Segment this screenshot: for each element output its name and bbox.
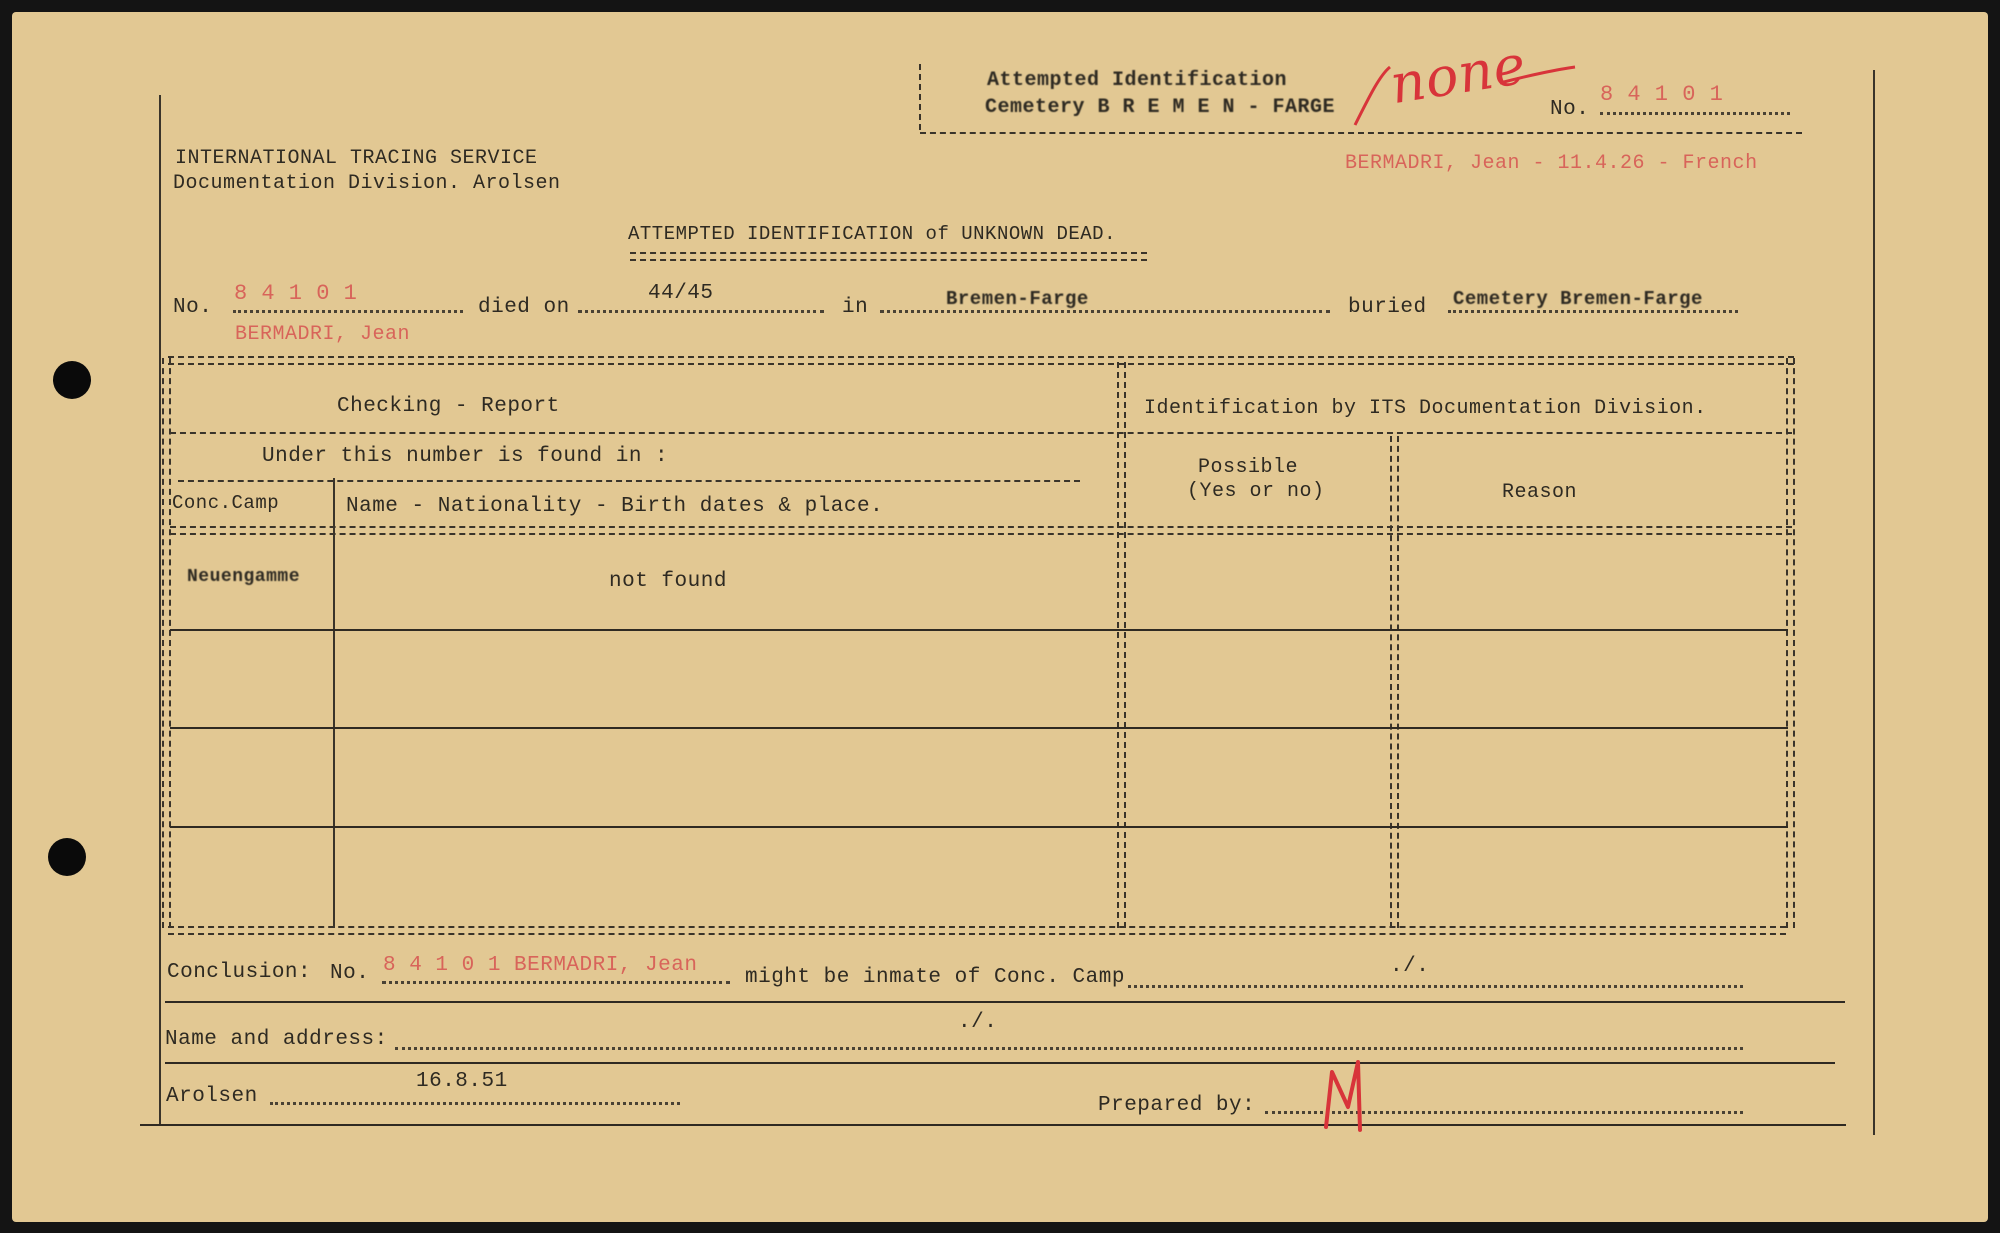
row-rule-1 (170, 629, 1788, 631)
conclusion-no-dots (382, 981, 730, 984)
record-no-dots (233, 310, 463, 313)
died-on-dots (578, 310, 824, 313)
column-reason: Reason (1502, 481, 1578, 504)
column-header-rule (170, 526, 1792, 535)
table-possible-reason-rule (1390, 436, 1399, 928)
in-value: Bremen-Farge (946, 288, 1089, 310)
record-no-value: 8 4 1 0 1 (234, 281, 358, 306)
name-address-value: ./. (958, 1011, 998, 1034)
header-box-annotation: none (1385, 32, 1531, 117)
row-rule-3 (170, 826, 1788, 828)
annotation-flourish (1350, 55, 1580, 135)
left-border-line (159, 95, 161, 1125)
organization-name: INTERNATIONAL TRACING SERVICE (175, 147, 538, 170)
punch-hole-top (53, 361, 91, 399)
found-in-underline (178, 480, 1080, 482)
conclusion-no-label: No. (330, 962, 370, 985)
table-bottom-rule (168, 926, 1786, 935)
buried-value: Cemetery Bremen-Farge (1453, 288, 1703, 310)
died-on-label: died on (478, 296, 570, 319)
conclusion-middle-text: might be inmate of Conc. Camp (745, 966, 1125, 989)
column-conc-camp: Conc.Camp (172, 492, 280, 514)
died-on-value: 44/45 (648, 282, 714, 305)
person-summary: BERMADRI, Jean - 11.4.26 - French (1345, 152, 1758, 175)
header-box-title-1: Attempted Identification (987, 69, 1288, 92)
table-row-1-conc-camp: Neuengamme (187, 567, 301, 587)
conclusion-rule (165, 1001, 1845, 1003)
column-name-details: Name - Nationality - Birth dates & place. (346, 495, 884, 518)
identification-header: Identification by ITS Documentation Division. (1144, 397, 1707, 420)
footer-date-dots (270, 1102, 680, 1105)
column-possible-2: (Yes or no) (1187, 480, 1325, 503)
right-border-line (1873, 70, 1875, 1135)
table-top-rule (168, 356, 1794, 365)
form-title: ATTEMPTED IDENTIFICATION of UNKNOWN DEAD. (628, 223, 1116, 245)
conclusion-camp-dots (1128, 985, 1743, 988)
header-box-left-edge (919, 64, 921, 130)
conclusion-camp-value: ./. (1390, 955, 1430, 978)
buried-label: buried (1348, 296, 1427, 319)
in-label: in (842, 296, 869, 319)
organization-division: Documentation Division. Arolsen (173, 172, 561, 195)
table-row-1-name-details: not found (609, 570, 727, 593)
bottom-border-line (140, 1124, 1846, 1126)
row-rule-2 (170, 727, 1788, 729)
prepared-by-label: Prepared by: (1098, 1094, 1256, 1117)
footer-place-label: Arolsen (166, 1085, 258, 1108)
conclusion-label: Conclusion: (167, 961, 312, 984)
in-dots (880, 310, 1330, 313)
punch-hole-bottom (48, 838, 86, 876)
header-divider-rule (170, 432, 1792, 434)
table-left-rule (162, 358, 171, 928)
table-right-rule (1786, 358, 1795, 928)
footer-date-value: 16.8.51 (416, 1070, 508, 1093)
conclusion-value: 8 4 1 0 1 BERMADRI, Jean (383, 954, 698, 977)
header-box-title-2: Cemetery B R E M E N - FARGE (985, 96, 1336, 119)
buried-dots (1448, 310, 1738, 313)
table-center-rule (1117, 362, 1126, 928)
record-no-label: No. (173, 296, 213, 319)
name-address-label: Name and address: (165, 1028, 388, 1051)
found-in-label: Under this number is found in : (262, 445, 669, 468)
header-no-value: 8 4 1 0 1 (1600, 82, 1724, 107)
name-address-rule (165, 1062, 1835, 1064)
form-title-underline (630, 252, 1147, 261)
checking-report-header: Checking - Report (337, 395, 560, 418)
table-camp-name-rule (333, 478, 335, 928)
header-no-label: No. (1550, 98, 1590, 121)
name-address-dots (395, 1047, 1743, 1050)
column-possible-1: Possible (1198, 456, 1299, 479)
header-no-dots (1600, 112, 1790, 115)
preparer-initial-signature (1318, 1052, 1378, 1132)
record-name: BERMADRI, Jean (235, 323, 411, 346)
